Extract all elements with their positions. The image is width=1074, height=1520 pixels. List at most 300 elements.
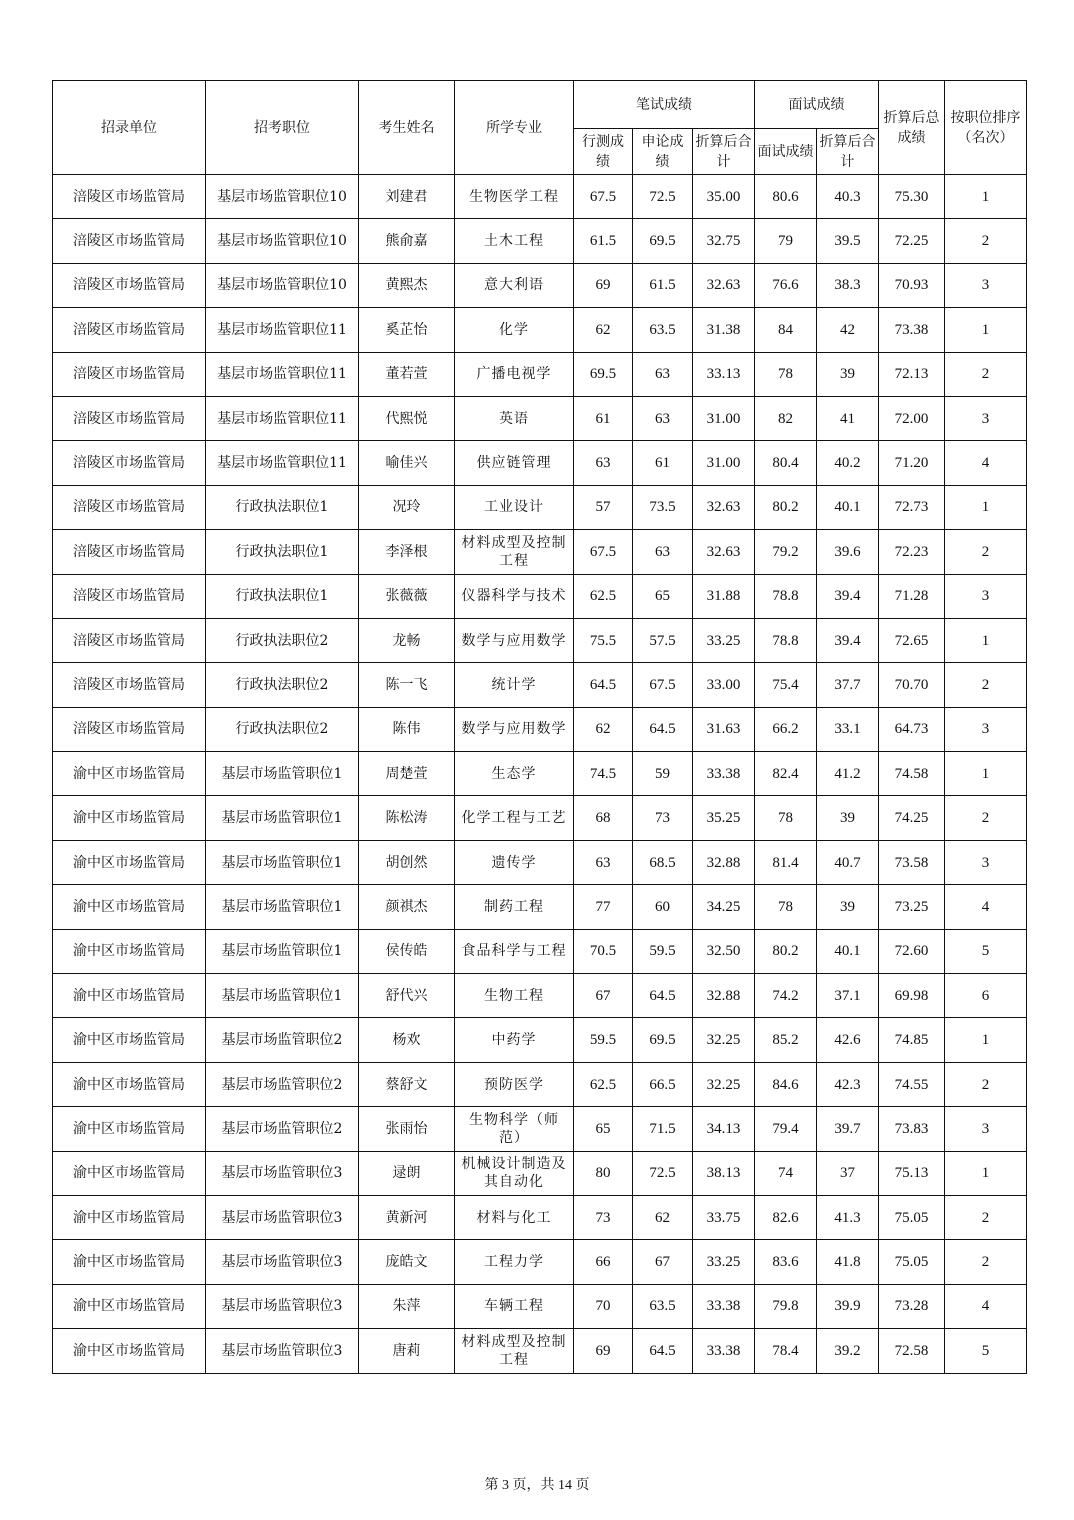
cell-unit: 渝中区市场监管局 xyxy=(53,840,206,884)
cell-major: 工程力学 xyxy=(455,1240,574,1284)
cell-rank: 1 xyxy=(945,618,1027,662)
cell-major: 预防医学 xyxy=(455,1062,574,1106)
cell-xingce: 62.5 xyxy=(574,1062,633,1106)
cell-xingce: 64.5 xyxy=(574,663,633,707)
cell-position: 基层市场监管职位2 xyxy=(206,1062,359,1106)
cell-shenlun: 63 xyxy=(633,352,693,396)
cell-major: 材料成型及控制工程 xyxy=(455,530,574,574)
cell-rank: 1 xyxy=(945,175,1027,219)
cell-shenlun: 72.5 xyxy=(633,1151,693,1195)
cell-major: 数学与应用数学 xyxy=(455,707,574,751)
cell-position: 基层市场监管职位10 xyxy=(206,175,359,219)
cell-rank: 2 xyxy=(945,1062,1027,1106)
table-row xyxy=(53,530,1027,574)
cell-written-total: 32.50 xyxy=(693,929,755,973)
cell-interview-score: 79.4 xyxy=(755,1107,817,1151)
cell-interview-total: 39 xyxy=(817,352,879,396)
cell-name: 熊俞嘉 xyxy=(359,219,455,263)
cell-name: 奚芷怡 xyxy=(359,308,455,352)
cell-position: 基层市场监管职位1 xyxy=(206,840,359,884)
cell-rank: 2 xyxy=(945,219,1027,263)
page-footer: 第 3 页，共 14 页 xyxy=(484,1478,590,1493)
cell-interview-score: 80.2 xyxy=(755,485,817,529)
cell-position: 基层市场监管职位1 xyxy=(206,752,359,796)
table-row xyxy=(53,885,1027,929)
cell-xingce: 70.5 xyxy=(574,929,633,973)
cell-unit: 涪陵区市场监管局 xyxy=(53,396,206,440)
table-row xyxy=(53,1195,1027,1239)
cell-interview-total: 41.3 xyxy=(817,1195,879,1239)
cell-name: 舒代兴 xyxy=(359,974,455,1018)
cell-interview-total: 40.1 xyxy=(817,485,879,529)
cell-rank: 4 xyxy=(945,441,1027,485)
cell-name: 李泽根 xyxy=(359,530,455,574)
cell-rank: 2 xyxy=(945,663,1027,707)
cell-shenlun: 73 xyxy=(633,796,693,840)
cell-written-total: 32.88 xyxy=(693,974,755,1018)
cell-major: 中药学 xyxy=(455,1018,574,1062)
cell-major: 生物科学（师范） xyxy=(455,1107,574,1151)
cell-position: 基层市场监管职位1 xyxy=(206,885,359,929)
cell-interview-total: 40.7 xyxy=(817,840,879,884)
cell-rank: 4 xyxy=(945,1284,1027,1328)
cell-interview-total: 41.8 xyxy=(817,1240,879,1284)
cell-shenlun: 59 xyxy=(633,752,693,796)
table-row xyxy=(53,840,1027,884)
cell-final-total: 73.83 xyxy=(879,1107,945,1151)
cell-written-total: 32.75 xyxy=(693,219,755,263)
cell-interview-score: 66.2 xyxy=(755,707,817,751)
cell-final-total: 74.55 xyxy=(879,1062,945,1106)
cell-final-total: 74.58 xyxy=(879,752,945,796)
cell-xingce: 69 xyxy=(574,263,633,307)
cell-final-total: 72.65 xyxy=(879,618,945,662)
cell-interview-total: 41.2 xyxy=(817,752,879,796)
cell-interview-total: 39.9 xyxy=(817,1284,879,1328)
cell-interview-score: 78.4 xyxy=(755,1329,817,1373)
cell-position: 行政执法职位2 xyxy=(206,663,359,707)
cell-unit: 涪陵区市场监管局 xyxy=(53,530,206,574)
cell-name: 庞皓文 xyxy=(359,1240,455,1284)
header-interview: 面试成绩 xyxy=(755,81,879,129)
cell-final-total: 73.38 xyxy=(879,308,945,352)
cell-final-total: 73.58 xyxy=(879,840,945,884)
cell-rank: 1 xyxy=(945,752,1027,796)
header-final-total: 折算后总成绩 xyxy=(879,81,945,175)
cell-shenlun: 72.5 xyxy=(633,175,693,219)
cell-written-total: 33.25 xyxy=(693,618,755,662)
cell-written-total: 33.13 xyxy=(693,352,755,396)
cell-xingce: 59.5 xyxy=(574,1018,633,1062)
table-row xyxy=(53,352,1027,396)
cell-name: 朱萍 xyxy=(359,1284,455,1328)
cell-unit: 涪陵区市场监管局 xyxy=(53,263,206,307)
cell-interview-total: 40.2 xyxy=(817,441,879,485)
cell-final-total: 71.20 xyxy=(879,441,945,485)
cell-shenlun: 64.5 xyxy=(633,707,693,751)
cell-shenlun: 61.5 xyxy=(633,263,693,307)
cell-interview-score: 74 xyxy=(755,1151,817,1195)
cell-rank: 1 xyxy=(945,308,1027,352)
cell-interview-score: 82 xyxy=(755,396,817,440)
cell-final-total: 72.60 xyxy=(879,929,945,973)
cell-rank: 3 xyxy=(945,707,1027,751)
table-row xyxy=(53,396,1027,440)
cell-name: 颜祺杰 xyxy=(359,885,455,929)
cell-major: 生物工程 xyxy=(455,974,574,1018)
header-written: 笔试成绩 xyxy=(574,81,755,129)
cell-xingce: 73 xyxy=(574,1195,633,1239)
cell-interview-total: 40.3 xyxy=(817,175,879,219)
cell-interview-total: 39.5 xyxy=(817,219,879,263)
cell-interview-score: 74.2 xyxy=(755,974,817,1018)
cell-unit: 渝中区市场监管局 xyxy=(53,1151,206,1195)
cell-position: 基层市场监管职位1 xyxy=(206,929,359,973)
cell-unit: 渝中区市场监管局 xyxy=(53,1329,206,1373)
cell-unit: 涪陵区市场监管局 xyxy=(53,485,206,529)
cell-written-total: 34.25 xyxy=(693,885,755,929)
table-row xyxy=(53,1329,1027,1373)
cell-unit: 涪陵区市场监管局 xyxy=(53,707,206,751)
cell-xingce: 67.5 xyxy=(574,175,633,219)
cell-major: 食品科学与工程 xyxy=(455,929,574,973)
cell-xingce: 62.5 xyxy=(574,574,633,618)
cell-name: 周楚萱 xyxy=(359,752,455,796)
cell-interview-score: 79.2 xyxy=(755,530,817,574)
cell-name: 张薇薇 xyxy=(359,574,455,618)
cell-rank: 2 xyxy=(945,352,1027,396)
cell-shenlun: 63 xyxy=(633,396,693,440)
cell-xingce: 65 xyxy=(574,1107,633,1151)
cell-rank: 3 xyxy=(945,574,1027,618)
table-body xyxy=(53,175,1027,1374)
table-row xyxy=(53,752,1027,796)
cell-written-total: 32.25 xyxy=(693,1062,755,1106)
cell-name: 喻佳兴 xyxy=(359,441,455,485)
cell-written-total: 33.25 xyxy=(693,1240,755,1284)
cell-major: 数学与应用数学 xyxy=(455,618,574,662)
cell-interview-score: 83.6 xyxy=(755,1240,817,1284)
cell-name: 陈松涛 xyxy=(359,796,455,840)
cell-major: 生态学 xyxy=(455,752,574,796)
cell-xingce: 67.5 xyxy=(574,530,633,574)
table-row xyxy=(53,663,1027,707)
cell-xingce: 61 xyxy=(574,396,633,440)
cell-name: 董若萱 xyxy=(359,352,455,396)
header-rank: 按职位排序（名次） xyxy=(945,81,1027,175)
cell-position: 基层市场监管职位3 xyxy=(206,1240,359,1284)
cell-final-total: 75.30 xyxy=(879,175,945,219)
cell-position: 基层市场监管职位1 xyxy=(206,974,359,1018)
cell-major: 遗传学 xyxy=(455,840,574,884)
cell-unit: 涪陵区市场监管局 xyxy=(53,175,206,219)
cell-shenlun: 65 xyxy=(633,574,693,618)
cell-unit: 渝中区市场监管局 xyxy=(53,885,206,929)
cell-name: 刘建君 xyxy=(359,175,455,219)
cell-unit: 渝中区市场监管局 xyxy=(53,1062,206,1106)
cell-interview-score: 84.6 xyxy=(755,1062,817,1106)
cell-final-total: 69.98 xyxy=(879,974,945,1018)
cell-interview-total: 39 xyxy=(817,885,879,929)
cell-xingce: 62 xyxy=(574,308,633,352)
cell-position: 基层市场监管职位11 xyxy=(206,441,359,485)
header-written-xingce: 行测成绩 xyxy=(574,129,633,175)
cell-written-total: 31.00 xyxy=(693,396,755,440)
cell-final-total: 70.70 xyxy=(879,663,945,707)
cell-unit: 涪陵区市场监管局 xyxy=(53,219,206,263)
cell-xingce: 68 xyxy=(574,796,633,840)
table-row xyxy=(53,308,1027,352)
cell-major: 机械设计制造及其自动化 xyxy=(455,1151,574,1195)
header-name: 考生姓名 xyxy=(359,81,455,175)
cell-name: 蔡舒文 xyxy=(359,1062,455,1106)
cell-final-total: 73.28 xyxy=(879,1284,945,1328)
cell-xingce: 77 xyxy=(574,885,633,929)
cell-interview-score: 78.8 xyxy=(755,618,817,662)
cell-interview-score: 78 xyxy=(755,885,817,929)
cell-position: 基层市场监管职位3 xyxy=(206,1151,359,1195)
cell-shenlun: 60 xyxy=(633,885,693,929)
cell-written-total: 32.25 xyxy=(693,1018,755,1062)
cell-position: 基层市场监管职位2 xyxy=(206,1107,359,1151)
cell-interview-score: 80.2 xyxy=(755,929,817,973)
table-header xyxy=(53,81,1027,175)
cell-final-total: 70.93 xyxy=(879,263,945,307)
cell-interview-score: 76.6 xyxy=(755,263,817,307)
cell-xingce: 67 xyxy=(574,974,633,1018)
cell-unit: 渝中区市场监管局 xyxy=(53,1284,206,1328)
cell-name: 杨欢 xyxy=(359,1018,455,1062)
cell-shenlun: 64.5 xyxy=(633,1329,693,1373)
cell-final-total: 72.00 xyxy=(879,396,945,440)
cell-written-total: 32.63 xyxy=(693,485,755,529)
cell-xingce: 69 xyxy=(574,1329,633,1373)
cell-unit: 渝中区市场监管局 xyxy=(53,1107,206,1151)
cell-interview-total: 40.1 xyxy=(817,929,879,973)
cell-written-total: 31.63 xyxy=(693,707,755,751)
cell-rank: 3 xyxy=(945,396,1027,440)
cell-shenlun: 59.5 xyxy=(633,929,693,973)
header-interview-score: 面试成绩 xyxy=(755,129,817,175)
cell-major: 统计学 xyxy=(455,663,574,707)
cell-shenlun: 63 xyxy=(633,530,693,574)
cell-major: 英语 xyxy=(455,396,574,440)
cell-major: 材料成型及控制工程 xyxy=(455,1329,574,1373)
cell-interview-score: 85.2 xyxy=(755,1018,817,1062)
cell-final-total: 71.28 xyxy=(879,574,945,618)
cell-shenlun: 69.5 xyxy=(633,219,693,263)
cell-interview-total: 41 xyxy=(817,396,879,440)
table-row xyxy=(53,441,1027,485)
cell-written-total: 32.88 xyxy=(693,840,755,884)
cell-xingce: 74.5 xyxy=(574,752,633,796)
cell-major: 仪器科学与技术 xyxy=(455,574,574,618)
cell-name: 黄新河 xyxy=(359,1195,455,1239)
cell-interview-score: 78 xyxy=(755,352,817,396)
table-row xyxy=(53,175,1027,219)
cell-written-total: 31.88 xyxy=(693,574,755,618)
cell-shenlun: 57.5 xyxy=(633,618,693,662)
cell-final-total: 75.05 xyxy=(879,1195,945,1239)
cell-position: 基层市场监管职位11 xyxy=(206,396,359,440)
cell-position: 行政执法职位2 xyxy=(206,618,359,662)
table-row xyxy=(53,263,1027,307)
table-row xyxy=(53,796,1027,840)
cell-name: 胡创然 xyxy=(359,840,455,884)
header-unit: 招录单位 xyxy=(53,81,206,175)
cell-rank: 4 xyxy=(945,885,1027,929)
table-row xyxy=(53,574,1027,618)
cell-name: 黄熙杰 xyxy=(359,263,455,307)
cell-unit: 渝中区市场监管局 xyxy=(53,752,206,796)
cell-interview-score: 80.6 xyxy=(755,175,817,219)
cell-major: 车辆工程 xyxy=(455,1284,574,1328)
cell-interview-total: 39.7 xyxy=(817,1107,879,1151)
cell-written-total: 32.63 xyxy=(693,530,755,574)
cell-unit: 渝中区市场监管局 xyxy=(53,929,206,973)
cell-major: 化学工程与工艺 xyxy=(455,796,574,840)
cell-name: 张雨怡 xyxy=(359,1107,455,1151)
cell-final-total: 72.23 xyxy=(879,530,945,574)
cell-rank: 2 xyxy=(945,1240,1027,1284)
cell-interview-total: 39 xyxy=(817,796,879,840)
cell-interview-total: 39.4 xyxy=(817,618,879,662)
cell-major: 意大利语 xyxy=(455,263,574,307)
cell-final-total: 72.25 xyxy=(879,219,945,263)
cell-written-total: 34.13 xyxy=(693,1107,755,1151)
cell-xingce: 66 xyxy=(574,1240,633,1284)
cell-interview-total: 39.2 xyxy=(817,1329,879,1373)
cell-final-total: 75.13 xyxy=(879,1151,945,1195)
header-written-total: 折算后合计 xyxy=(693,129,755,175)
cell-name: 逯朗 xyxy=(359,1151,455,1195)
cell-interview-total: 37.7 xyxy=(817,663,879,707)
table-row xyxy=(53,1151,1027,1195)
cell-name: 代熙悦 xyxy=(359,396,455,440)
cell-final-total: 74.25 xyxy=(879,796,945,840)
cell-name: 陈伟 xyxy=(359,707,455,751)
cell-unit: 涪陵区市场监管局 xyxy=(53,618,206,662)
cell-position: 基层市场监管职位10 xyxy=(206,219,359,263)
cell-written-total: 33.00 xyxy=(693,663,755,707)
cell-shenlun: 67 xyxy=(633,1240,693,1284)
cell-interview-total: 37.1 xyxy=(817,974,879,1018)
cell-name: 侯传皓 xyxy=(359,929,455,973)
cell-xingce: 70 xyxy=(574,1284,633,1328)
cell-major: 土木工程 xyxy=(455,219,574,263)
cell-unit: 涪陵区市场监管局 xyxy=(53,441,206,485)
cell-final-total: 72.58 xyxy=(879,1329,945,1373)
cell-unit: 渝中区市场监管局 xyxy=(53,1240,206,1284)
cell-rank: 3 xyxy=(945,1107,1027,1151)
header-position: 招考职位 xyxy=(206,81,359,175)
cell-rank: 3 xyxy=(945,263,1027,307)
table-row xyxy=(53,1062,1027,1106)
cell-interview-total: 42.3 xyxy=(817,1062,879,1106)
table-row xyxy=(53,1284,1027,1328)
cell-rank: 5 xyxy=(945,929,1027,973)
cell-position: 基层市场监管职位3 xyxy=(206,1284,359,1328)
cell-rank: 1 xyxy=(945,1151,1027,1195)
cell-position: 行政执法职位1 xyxy=(206,485,359,529)
cell-written-total: 35.25 xyxy=(693,796,755,840)
table-row xyxy=(53,929,1027,973)
cell-interview-total: 39.6 xyxy=(817,530,879,574)
cell-interview-score: 82.6 xyxy=(755,1195,817,1239)
cell-interview-total: 37 xyxy=(817,1151,879,1195)
cell-rank: 3 xyxy=(945,840,1027,884)
cell-position: 基层市场监管职位3 xyxy=(206,1195,359,1239)
cell-interview-score: 80.4 xyxy=(755,441,817,485)
cell-position: 行政执法职位2 xyxy=(206,707,359,751)
table-row xyxy=(53,707,1027,751)
cell-rank: 1 xyxy=(945,1018,1027,1062)
table-row xyxy=(53,1107,1027,1151)
cell-name: 龙畅 xyxy=(359,618,455,662)
cell-rank: 2 xyxy=(945,1195,1027,1239)
table-row xyxy=(53,1240,1027,1284)
cell-written-total: 33.75 xyxy=(693,1195,755,1239)
cell-rank: 2 xyxy=(945,796,1027,840)
cell-interview-total: 39.4 xyxy=(817,574,879,618)
cell-unit: 渝中区市场监管局 xyxy=(53,1018,206,1062)
cell-xingce: 69.5 xyxy=(574,352,633,396)
table-row xyxy=(53,618,1027,662)
cell-written-total: 32.63 xyxy=(693,263,755,307)
cell-unit: 涪陵区市场监管局 xyxy=(53,574,206,618)
cell-major: 材料与化工 xyxy=(455,1195,574,1239)
cell-shenlun: 73.5 xyxy=(633,485,693,529)
cell-xingce: 63 xyxy=(574,441,633,485)
cell-written-total: 38.13 xyxy=(693,1151,755,1195)
cell-rank: 6 xyxy=(945,974,1027,1018)
cell-shenlun: 69.5 xyxy=(633,1018,693,1062)
cell-interview-score: 79.8 xyxy=(755,1284,817,1328)
cell-shenlun: 67.5 xyxy=(633,663,693,707)
table-row xyxy=(53,219,1027,263)
cell-major: 化学 xyxy=(455,308,574,352)
table-row xyxy=(53,974,1027,1018)
header-written-shenlun: 申论成绩 xyxy=(633,129,693,175)
cell-interview-score: 78.8 xyxy=(755,574,817,618)
cell-position: 基层市场监管职位1 xyxy=(206,796,359,840)
cell-interview-total: 38.3 xyxy=(817,263,879,307)
cell-shenlun: 61 xyxy=(633,441,693,485)
cell-interview-score: 75.4 xyxy=(755,663,817,707)
cell-unit: 渝中区市场监管局 xyxy=(53,974,206,1018)
header-major: 所学专业 xyxy=(455,81,574,175)
cell-final-total: 72.73 xyxy=(879,485,945,529)
cell-interview-total: 33.1 xyxy=(817,707,879,751)
cell-position: 基层市场监管职位2 xyxy=(206,1018,359,1062)
cell-major: 工业设计 xyxy=(455,485,574,529)
cell-major: 供应链管理 xyxy=(455,441,574,485)
cell-interview-score: 84 xyxy=(755,308,817,352)
cell-major: 生物医学工程 xyxy=(455,175,574,219)
cell-interview-score: 78 xyxy=(755,796,817,840)
cell-name: 况玲 xyxy=(359,485,455,529)
cell-rank: 5 xyxy=(945,1329,1027,1373)
cell-position: 基层市场监管职位10 xyxy=(206,263,359,307)
score-table xyxy=(52,80,1027,1374)
cell-shenlun: 64.5 xyxy=(633,974,693,1018)
header-interview-total: 折算后合计 xyxy=(817,129,879,175)
cell-written-total: 31.38 xyxy=(693,308,755,352)
cell-final-total: 64.73 xyxy=(879,707,945,751)
cell-interview-score: 82.4 xyxy=(755,752,817,796)
cell-major: 广播电视学 xyxy=(455,352,574,396)
cell-position: 基层市场监管职位3 xyxy=(206,1329,359,1373)
